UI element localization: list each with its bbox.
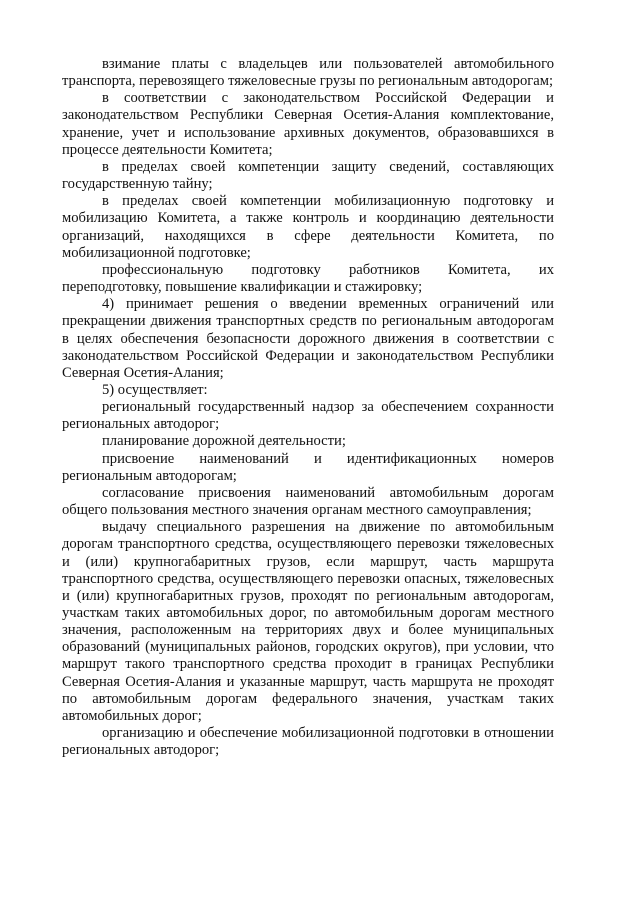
paragraph-professional-training: профессиональную подготовку работников Комитета, их переподготовку, повышение квалификации и стажировку; xyxy=(62,261,554,296)
paragraph-fee-collection: взимание платы с владельцев или пользователей автомобильного транспорта, перевозящего тяжеловесные грузы по региональным автодорогам; xyxy=(62,56,554,90)
paragraph-regional-supervision: региональный государственный надзор за обеспечением сохранности региональных автодорог; xyxy=(62,399,554,433)
paragraph-road-naming: присвоение наименований и идентификационных номеров региональным автодорогам; xyxy=(62,450,554,484)
document-body xyxy=(62,56,554,759)
paragraph-state-secret: в пределах своей компетенции защиту сведений, составляющих государственную тайну; xyxy=(62,158,554,193)
paragraph-archive-documents: в соответствии с законодательством Российской Федерации и законодательством Республики Северная Осетия-Алания комплектование, хранение, учет и использование архивных документов, образовавшихся в процессе деятельности Комитета; xyxy=(62,90,554,158)
paragraph-traffic-restrictions: 4) принимает решения о введении временных ограничений или прекращении движения транспортных средств по региональным автодорогам в целях обеспечения безопасности дорожного движения в соответствии с законодательством Российской Федерации и законодательством Республики Северная Осетия-Алания; xyxy=(62,296,554,381)
paragraph-mobilization: в пределах своей компетенции мобилизационную подготовку и мобилизацию Комитета, а также контроль и координацию деятельности организаций, находящихся в сфере деятельности Комитета, по мобилизационной подготовке; xyxy=(62,193,554,261)
paragraph-road-planning: планирование дорожной деятельности; xyxy=(102,433,346,450)
paragraph-local-road-naming: согласование присвоения наименований автомобильным дорогам общего пользования местного значения органам местного самоуправления; xyxy=(62,484,554,519)
paragraph-mobilization-roads: организацию и обеспечение мобилизационной подготовки в отношении региональных автодорог; xyxy=(62,725,554,759)
paragraph-implements-heading: 5) осуществляет: xyxy=(102,381,208,398)
paragraph-special-permit: выдачу специального разрешения на движение по автомобильным дорогам транспортного средства, осуществляющего перевозки тяжеловесных и (или) крупногабаритных грузов, если маршрут, часть маршрута транспортного средства, осуществляющего перевозки опасных, тяжеловесных и (или) крупногабаритных грузов, проходят по региональным автодорогам, участкам таких автомобильных дорог, по автомобильным дорогам местного значения, расположенным на территориях двух и более муниципальных образований (муниципальных районов, городских округов), при условии, что маршрут такого транспортного средства проходит в границах Республики Северная Осетия-Алания и указанные маршрут, часть маршрута не проходят по автомобильным дорогам федерального значения, участкам таких автомобильных дорог; xyxy=(62,519,554,724)
